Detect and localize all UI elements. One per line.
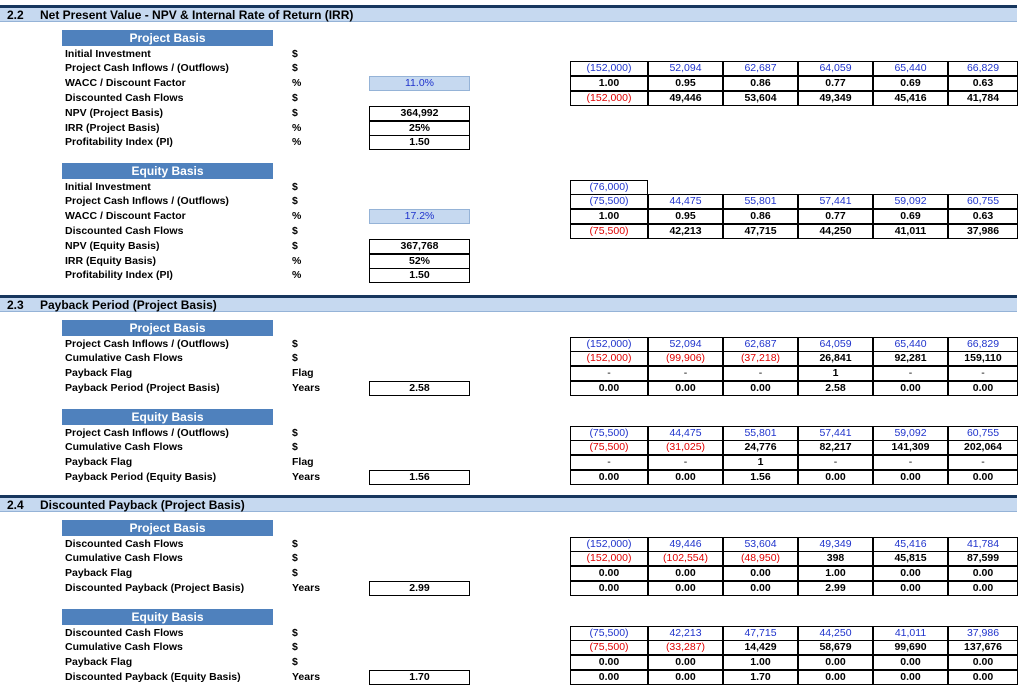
row-label: Cumulative Cash Flows bbox=[65, 552, 183, 565]
row-label: Project Cash Inflows / (Outflows) bbox=[65, 426, 229, 439]
period-cell[interactable]: - bbox=[648, 455, 723, 470]
period-cell[interactable]: 1 bbox=[798, 366, 873, 381]
section-header-3 bbox=[0, 495, 1017, 512]
period-cell[interactable]: 0.00 bbox=[723, 566, 798, 581]
row-unit: $ bbox=[292, 641, 298, 654]
row-label: Cumulative Cash Flows bbox=[65, 641, 183, 654]
row-label: Payback Flag bbox=[65, 567, 133, 580]
result-cell[interactable]: 25% bbox=[369, 121, 470, 136]
period-cell[interactable]: 49,446 bbox=[648, 537, 723, 552]
period-cell[interactable]: (75,500) bbox=[570, 626, 648, 641]
period-cell[interactable]: 49,446 bbox=[648, 91, 723, 106]
row-unit: % bbox=[292, 210, 302, 223]
result-cell[interactable]: 1.56 bbox=[369, 470, 470, 485]
period-cell[interactable]: 0.00 bbox=[873, 655, 948, 670]
period-cell[interactable]: 62,687 bbox=[723, 337, 798, 352]
period-cell[interactable]: 1.70 bbox=[723, 670, 798, 685]
row-label: Discounted Cash Flows bbox=[65, 626, 184, 639]
period-cell[interactable]: 41,011 bbox=[873, 626, 948, 641]
row-label: Discounted Payback (Project Basis) bbox=[65, 581, 245, 594]
row-label: Discounted Payback (Equity Basis) bbox=[65, 670, 241, 683]
period-cell[interactable]: 26,841 bbox=[798, 351, 873, 366]
row-unit: Flag bbox=[292, 367, 314, 380]
period-cell[interactable]: 0.00 bbox=[798, 670, 873, 685]
row-label: NPV (Project Basis) bbox=[65, 106, 164, 119]
period-cell[interactable]: 87,599 bbox=[948, 551, 1018, 566]
row-unit: % bbox=[292, 136, 302, 149]
period-cell[interactable]: (75,500) bbox=[570, 440, 648, 455]
period-cell[interactable]: 14,429 bbox=[723, 640, 798, 655]
block-heading: Project Basis bbox=[62, 320, 273, 336]
period-cell[interactable]: 0.77 bbox=[798, 76, 873, 91]
row-unit: $ bbox=[292, 62, 298, 75]
row-unit: Years bbox=[292, 670, 321, 683]
block-heading: Equity Basis bbox=[62, 409, 273, 425]
period-cell[interactable]: 49,349 bbox=[798, 91, 873, 106]
result-cell[interactable]: 364,992 bbox=[369, 106, 470, 121]
row-unit: $ bbox=[292, 47, 298, 60]
period-cell[interactable]: 0.69 bbox=[873, 76, 948, 91]
row-unit: $ bbox=[292, 224, 298, 237]
period-cell[interactable]: 55,801 bbox=[723, 426, 798, 441]
result-cell[interactable]: 367,768 bbox=[369, 239, 470, 254]
period-cell[interactable]: - bbox=[723, 366, 798, 381]
period-cell[interactable]: 0.00 bbox=[648, 381, 723, 396]
period-cell[interactable]: 45,416 bbox=[873, 91, 948, 106]
period-cell[interactable]: 42,213 bbox=[648, 626, 723, 641]
row-unit: $ bbox=[292, 337, 298, 350]
period-cell[interactable]: 57,441 bbox=[798, 426, 873, 441]
period-cell[interactable]: (102,554) bbox=[648, 551, 723, 566]
result-cell[interactable]: 2.58 bbox=[369, 381, 470, 396]
period-cell[interactable]: 2.58 bbox=[798, 381, 873, 396]
period-cell[interactable]: (37,218) bbox=[723, 351, 798, 366]
period-cell[interactable]: 0.00 bbox=[648, 566, 723, 581]
period-cell[interactable]: 41,784 bbox=[948, 537, 1018, 552]
period-cell[interactable]: 44,475 bbox=[648, 194, 723, 209]
period-cell[interactable]: 58,679 bbox=[798, 640, 873, 655]
period-cell[interactable]: 0.00 bbox=[873, 581, 948, 596]
row-unit: $ bbox=[292, 195, 298, 208]
period-cell[interactable]: 53,604 bbox=[723, 91, 798, 106]
period-cell[interactable]: 24,776 bbox=[723, 440, 798, 455]
period-cell[interactable]: 0.00 bbox=[873, 470, 948, 485]
period-cell[interactable]: 0.00 bbox=[723, 581, 798, 596]
row-label: Initial Investment bbox=[65, 47, 151, 60]
row-unit: $ bbox=[292, 552, 298, 565]
period-cell[interactable]: 37,986 bbox=[948, 626, 1018, 641]
wacc-input-cell[interactable]: 17.2% bbox=[369, 209, 470, 224]
period-cell[interactable]: 62,687 bbox=[723, 61, 798, 76]
row-unit: $ bbox=[292, 656, 298, 669]
period-cell[interactable]: 44,250 bbox=[798, 224, 873, 239]
row-unit: % bbox=[292, 121, 302, 134]
period-cell[interactable]: 0.77 bbox=[798, 209, 873, 224]
period-cell[interactable]: 65,440 bbox=[873, 337, 948, 352]
row-label: Discounted Cash Flows bbox=[65, 91, 184, 104]
row-unit: % bbox=[292, 77, 302, 90]
period-cell[interactable]: - bbox=[948, 455, 1018, 470]
period-cell[interactable]: 64,059 bbox=[798, 61, 873, 76]
row-label: Profitability Index (PI) bbox=[65, 136, 173, 149]
row-unit: $ bbox=[292, 567, 298, 580]
row-unit: $ bbox=[292, 180, 298, 193]
period-cell[interactable]: 0.69 bbox=[873, 209, 948, 224]
row-label: Discounted Cash Flows bbox=[65, 537, 184, 550]
period-cell[interactable]: 66,829 bbox=[948, 337, 1018, 352]
period-cell[interactable]: 0.95 bbox=[648, 76, 723, 91]
period-cell[interactable]: 1.00 bbox=[798, 566, 873, 581]
period-cell[interactable]: 0.63 bbox=[948, 76, 1018, 91]
period-cell[interactable]: 55,801 bbox=[723, 194, 798, 209]
period-cell[interactable]: 82,217 bbox=[798, 440, 873, 455]
period-cell[interactable]: 66,829 bbox=[948, 61, 1018, 76]
period-cell[interactable]: 0.00 bbox=[570, 670, 648, 685]
period-cell[interactable]: 41,011 bbox=[873, 224, 948, 239]
period-cell[interactable]: 2.99 bbox=[798, 581, 873, 596]
period-cell[interactable]: 0.00 bbox=[948, 655, 1018, 670]
period-cell[interactable]: 57,441 bbox=[798, 194, 873, 209]
period-cell[interactable]: 59,092 bbox=[873, 426, 948, 441]
period-cell[interactable]: 0.00 bbox=[648, 581, 723, 596]
row-label: WACC / Discount Factor bbox=[65, 210, 186, 223]
period-cell[interactable]: 141,309 bbox=[873, 440, 948, 455]
row-label: NPV (Equity Basis) bbox=[65, 239, 160, 252]
period-cell[interactable]: 44,475 bbox=[648, 426, 723, 441]
period-cell[interactable]: 0.00 bbox=[873, 670, 948, 685]
row-unit: Years bbox=[292, 470, 321, 483]
period-cell[interactable]: - bbox=[873, 455, 948, 470]
row-label: Payback Period (Project Basis) bbox=[65, 381, 220, 394]
period-cell[interactable]: 60,755 bbox=[948, 194, 1018, 209]
period-cell[interactable]: 0.00 bbox=[948, 470, 1018, 485]
period-cell[interactable]: 64,059 bbox=[798, 337, 873, 352]
period-cell[interactable]: 0.63 bbox=[948, 209, 1018, 224]
period-cell[interactable]: (152,000) bbox=[570, 537, 648, 552]
row-label: Project Cash Inflows / (Outflows) bbox=[65, 195, 229, 208]
row-label: Project Cash Inflows / (Outflows) bbox=[65, 62, 229, 75]
row-unit: $ bbox=[292, 106, 298, 119]
period-cell[interactable]: 0.00 bbox=[948, 581, 1018, 596]
result-cell[interactable]: 1.50 bbox=[369, 268, 470, 283]
section-header-2 bbox=[0, 295, 1017, 312]
period-cell[interactable]: 47,715 bbox=[723, 626, 798, 641]
period-cell[interactable]: 0.00 bbox=[798, 470, 873, 485]
result-cell[interactable]: 52% bbox=[369, 254, 470, 269]
period-cell[interactable]: 0.00 bbox=[570, 470, 648, 485]
period-cell[interactable]: 0.00 bbox=[570, 381, 648, 396]
block-heading: Project Basis bbox=[62, 520, 273, 536]
row-unit: Years bbox=[292, 581, 321, 594]
period-cell[interactable]: 0.00 bbox=[648, 670, 723, 685]
row-label: Discounted Cash Flows bbox=[65, 224, 184, 237]
period-cell[interactable]: - bbox=[948, 366, 1018, 381]
period-cell[interactable]: 0.00 bbox=[948, 381, 1018, 396]
period-cell[interactable]: 44,250 bbox=[798, 626, 873, 641]
row-unit: % bbox=[292, 254, 302, 267]
period-cell[interactable]: (48,950) bbox=[723, 551, 798, 566]
row-label: IRR (Project Basis) bbox=[65, 121, 160, 134]
section-header-1 bbox=[0, 5, 1017, 22]
period-cell[interactable]: 41,784 bbox=[948, 91, 1018, 106]
period-cell[interactable]: 0.00 bbox=[798, 655, 873, 670]
period-cell[interactable]: (152,000) bbox=[570, 351, 648, 366]
row-unit: $ bbox=[292, 626, 298, 639]
period-cell[interactable]: 52,094 bbox=[648, 337, 723, 352]
block-heading: Equity Basis bbox=[62, 163, 273, 179]
period-cell[interactable]: 0.86 bbox=[723, 209, 798, 224]
period-cell[interactable]: - bbox=[873, 366, 948, 381]
period-cell[interactable]: 0.00 bbox=[723, 381, 798, 396]
row-unit: $ bbox=[292, 537, 298, 550]
period-cell[interactable]: 60,755 bbox=[948, 426, 1018, 441]
period-cell[interactable]: 37,986 bbox=[948, 224, 1018, 239]
period-cell[interactable]: (75,500) bbox=[570, 194, 648, 209]
result-cell[interactable]: 1.50 bbox=[369, 135, 470, 150]
row-label: Payback Flag bbox=[65, 456, 133, 469]
period-cell[interactable]: (152,000) bbox=[570, 337, 648, 352]
row-unit: Years bbox=[292, 381, 321, 394]
row-label: Profitability Index (PI) bbox=[65, 269, 173, 282]
period-cell[interactable]: 1.00 bbox=[570, 76, 648, 91]
row-label: IRR (Equity Basis) bbox=[65, 254, 157, 267]
section-number: 2.2 bbox=[7, 8, 24, 22]
period-cell[interactable]: 0.86 bbox=[723, 76, 798, 91]
period-cell[interactable]: 398 bbox=[798, 551, 873, 566]
period-cell[interactable]: 53,604 bbox=[723, 537, 798, 552]
block-heading: Project Basis bbox=[62, 30, 273, 46]
period-cell[interactable]: 1.56 bbox=[723, 470, 798, 485]
section-number: 2.4 bbox=[7, 498, 24, 512]
period-cell[interactable]: 202,064 bbox=[948, 440, 1018, 455]
result-cell[interactable]: 1.70 bbox=[369, 670, 470, 685]
section-title: Payback Period (Project Basis) bbox=[40, 298, 217, 312]
row-unit: Flag bbox=[292, 456, 314, 469]
period-cell[interactable]: (152,000) bbox=[570, 551, 648, 566]
period-cell[interactable]: - bbox=[570, 455, 648, 470]
period-cell[interactable]: 0.95 bbox=[648, 209, 723, 224]
row-unit: $ bbox=[292, 91, 298, 104]
period-cell[interactable]: 0.00 bbox=[570, 581, 648, 596]
period-cell[interactable]: 45,416 bbox=[873, 537, 948, 552]
period-cell[interactable]: 0.00 bbox=[648, 655, 723, 670]
period-cell[interactable]: (75,500) bbox=[570, 426, 648, 441]
section-title: Net Present Value - NPV & Internal Rate of Return (IRR) bbox=[40, 8, 354, 22]
period-cell[interactable]: 99,690 bbox=[873, 640, 948, 655]
row-label: WACC / Discount Factor bbox=[65, 77, 186, 90]
period-cell[interactable]: 49,349 bbox=[798, 537, 873, 552]
period-cell[interactable]: (33,287) bbox=[648, 640, 723, 655]
wacc-input-cell[interactable]: 11.0% bbox=[369, 76, 470, 91]
row-label: Payback Period (Equity Basis) bbox=[65, 470, 217, 483]
row-label: Payback Flag bbox=[65, 656, 133, 669]
row-unit: $ bbox=[292, 352, 298, 365]
row-unit: $ bbox=[292, 426, 298, 439]
period-cell[interactable]: 45,815 bbox=[873, 551, 948, 566]
section-number: 2.3 bbox=[7, 298, 24, 312]
row-label: Payback Flag bbox=[65, 367, 133, 380]
period-cell[interactable]: 1.00 bbox=[723, 655, 798, 670]
row-label: Initial Investment bbox=[65, 180, 151, 193]
period-cell[interactable]: 0.00 bbox=[570, 655, 648, 670]
row-unit: $ bbox=[292, 441, 298, 454]
period-cell[interactable]: 42,213 bbox=[648, 224, 723, 239]
period-cell[interactable]: - bbox=[570, 366, 648, 381]
period-cell[interactable]: 52,094 bbox=[648, 61, 723, 76]
section-title: Discounted Payback (Project Basis) bbox=[40, 498, 245, 512]
period-cell[interactable]: 92,281 bbox=[873, 351, 948, 366]
period-cell[interactable]: 0.00 bbox=[948, 670, 1018, 685]
period-cell[interactable]: (31,025) bbox=[648, 440, 723, 455]
block-heading: Equity Basis bbox=[62, 609, 273, 625]
row-label: Project Cash Inflows / (Outflows) bbox=[65, 337, 229, 350]
period-cell[interactable]: 0.00 bbox=[873, 566, 948, 581]
period-cell[interactable]: (152,000) bbox=[570, 61, 648, 76]
period-cell[interactable]: (99,906) bbox=[648, 351, 723, 366]
row-unit: % bbox=[292, 269, 302, 282]
row-unit: $ bbox=[292, 239, 298, 252]
period-cell[interactable]: - bbox=[648, 366, 723, 381]
period-cell[interactable]: 65,440 bbox=[873, 61, 948, 76]
period-cell[interactable]: 47,715 bbox=[723, 224, 798, 239]
row-label: Cumulative Cash Flows bbox=[65, 352, 183, 365]
period-cell[interactable]: (152,000) bbox=[570, 91, 648, 106]
period-cell[interactable]: (75,500) bbox=[570, 640, 648, 655]
period-cell[interactable]: 0.00 bbox=[570, 566, 648, 581]
period-cell[interactable]: 1 bbox=[723, 455, 798, 470]
period-cell[interactable]: 137,676 bbox=[948, 640, 1018, 655]
period-cell[interactable]: - bbox=[798, 455, 873, 470]
period-cell[interactable]: 1.00 bbox=[570, 209, 648, 224]
period-cell[interactable]: 0.00 bbox=[948, 566, 1018, 581]
period-cell[interactable]: 59,092 bbox=[873, 194, 948, 209]
period-cell[interactable]: (76,000) bbox=[570, 180, 648, 195]
row-label: Cumulative Cash Flows bbox=[65, 441, 183, 454]
period-cell[interactable]: 159,110 bbox=[948, 351, 1018, 366]
period-cell[interactable]: 0.00 bbox=[873, 381, 948, 396]
result-cell[interactable]: 2.99 bbox=[369, 581, 470, 596]
period-cell[interactable]: 0.00 bbox=[648, 470, 723, 485]
period-cell[interactable]: (75,500) bbox=[570, 224, 648, 239]
